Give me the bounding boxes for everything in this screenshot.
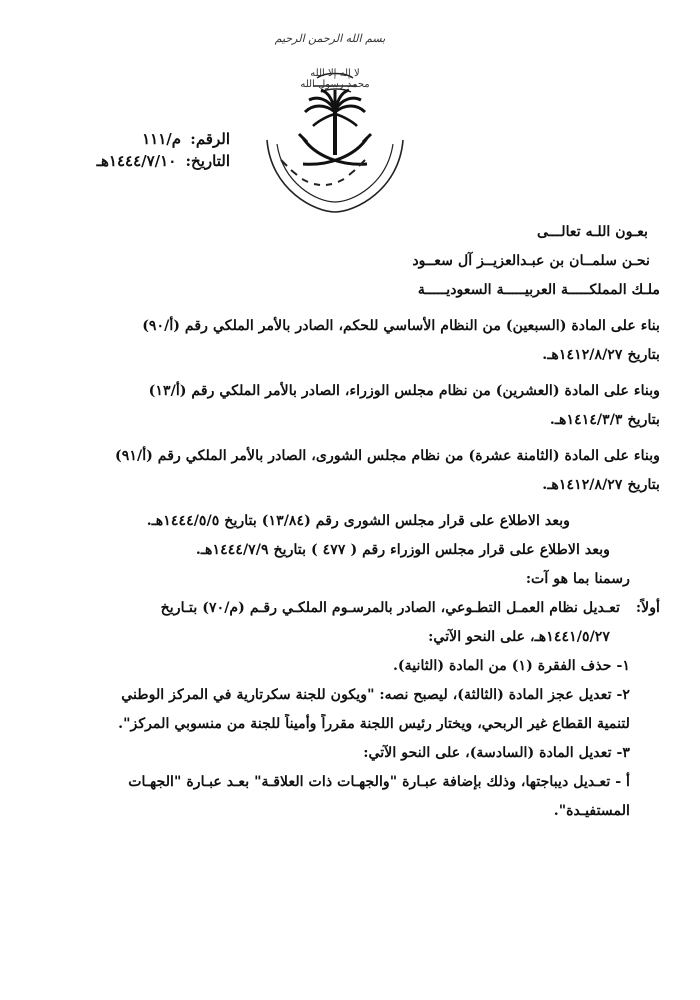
recital-1-line-b: بتاريخ ١٤١٢/٨/٢٧هـ.	[542, 347, 660, 363]
first-clause-line-a: تعـديل نظام العمـل التطـوعي، الصادر بالمرسـوم الملكـي رقـم (م/٧٠) بتـاريخ	[160, 600, 620, 616]
first-item-3: ٣- تعديل المادة (السادسة)، على النحو الآتي:	[363, 745, 630, 761]
first-sub-a-line-1: أ - تعـديل ديباجتها، وذلك بإضافة عبـارة "والجهـات ذات العلاقـة" بعـد عبـارة "الجهـات	[128, 774, 630, 790]
recital-2-line-a: وبناء على المادة (العشرين) من نظام مجلس الوزراء، الصادر بالأمر الملكي رقم (أ/١٣)	[148, 383, 660, 399]
preamble-line-2: نحـن سلمــان بن عبـدالعزيــز آل سعــود	[412, 253, 650, 269]
first-item-1: ١- حذف الفقرة (١) من المادة (الثانية).	[392, 658, 630, 674]
first-item-2-line-a: ٢- تعديل عجز المادة (الثالثة)، ليصبح نصه: "ويكون للجنة سكرتارية في المركز الوطني	[121, 687, 630, 703]
cabinet-review-line: وبعد الاطلاع على قرار مجلس الوزراء رقم ( ٤٧٧ ) بتاريخ ١٤٤٤/٧/٩هـ.	[195, 542, 610, 558]
first-sub-a-line-2: المستفيـدة".	[553, 803, 630, 819]
recital-1-line-a: بناء على المادة (السبعين) من النظام الأساسي للحكم، الصادر بالأمر الملكي رقم (أ/٩٠)	[142, 318, 660, 334]
decree-body	[30, 222, 660, 830]
reference-number-value: م/١١١	[142, 130, 182, 148]
reference-block	[70, 128, 230, 172]
first-clause-label: أولاً:	[635, 600, 660, 616]
preamble-line-1: بعـون اللـه تعالـــى	[536, 224, 648, 240]
first-item-2-line-b: لتنمية القطاع غير الربحي، ويختار رئيس اللجنة مقرراً وأميناً للجنة من منسوبي المركز".	[118, 716, 630, 732]
reference-number-label: الرقم:	[190, 130, 230, 148]
basmala-text: بسم الله الرحمن الرحيم	[274, 32, 386, 45]
recital-3-line-b: بتاريخ ١٤١٢/٨/٢٧هـ.	[542, 477, 660, 493]
first-clause-line-b: ١٤٤١/٥/٢٧هـ، على النحو الآتي:	[428, 629, 610, 645]
reference-date-label: التاريخ:	[185, 152, 230, 170]
decree-intro-line: رسمنا بما هو آت:	[525, 571, 630, 587]
reference-date-line	[70, 150, 230, 172]
preamble-line-3: ملـك المملكـــــة العربيـــــة السعوديـــــة	[417, 282, 660, 298]
reference-date-value: ١٤٤٤/٧/١٠هـ	[96, 152, 177, 170]
shahada-text: لا إله إلا الله محمد رسول الله	[300, 68, 370, 90]
first-clause-row	[30, 598, 660, 620]
reference-number-line	[70, 128, 230, 150]
recital-2-line-b: بتاريخ ١٤١٤/٣/٣هـ.	[549, 412, 660, 428]
shura-review-line: وبعد الاطلاع على قرار مجلس الشورى رقم (١٣/٨٤) بتاريخ ١٤٤٤/٥/٥هـ.	[146, 513, 570, 529]
recital-3-line-a: وبناء على المادة (الثامنة عشرة) من نظام مجلس الشورى، الصادر بالأمر الملكي رقم (أ/٩١)	[115, 448, 660, 464]
